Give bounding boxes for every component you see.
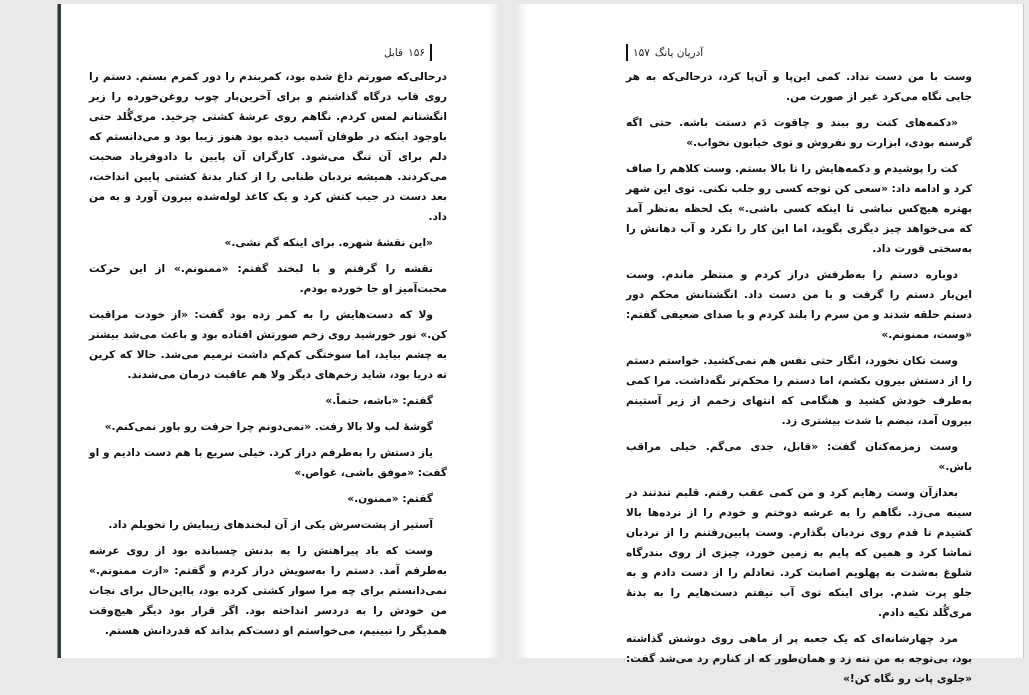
paragraph: بعدازآن وست رهایم کرد و من کمی عقب رفتم. قلبم تندتند در سینه می‌زد. نگاهم را به عرشه دوختم و خودم را از نرده‌ها بالا کشیدم تا قدم روی نردبان بگذارم. وست پایین‌رفتنم را از نردبان تماشا کرد و همین که پایم به زمین خورد، چیزی از روی بندرگاه شلوغ به‌شدت به پهلویم اصابت کرد. تعادلم را از دست دادم و به جلو پرت شدم. برای اینکه توی آب نیفتم دست‌هایم را به بدنهٔ مری‌گُلد تکیه دادم. [626,487,972,619]
paragraph: یاز دستش را به‌طرفم دراز کرد. خیلی سریع با هم دست دادیم و او گفت: «موفق باشی، غواص.» [89,447,447,479]
left-page-header [384,44,432,61]
paragraph: درحالی‌که صورتم داغ شده بود، کمربندم را دور کمرم بستم. دستم را روی قاب درگاه گذاشتم و برای آخرین‌بار چوب روغن‌خورده را زیر انگشتانم لمس کردم. نگاهم روی عرشهٔ کشتی چرخید. مری‌گُلد حتی باوجود اینکه در طوفان آسیب دیده بود هنوز زیبا بود و می‌دانستم که دلم برای آن تنگ می‌شود. کارگران آن پایین با داد‌وفریاد صحبت می‌کردند. همیشه نردبان طنابی را از کنار بدنهٔ کشتی پایین انداخت، بعد دست در جیب کتش کرد و یک کاغذ لوله‌شده بیرون آورد و به من داد. [89,71,447,223]
paragraph: آستیر از پشت‌سرش یکی از آن لبخندهای زیبایش را تحویلم داد. [108,519,433,531]
left-page-body [89,67,447,647]
paragraph: گفتم: «باشه، حتماً.» [325,395,433,407]
right-page [516,4,1024,685]
paragraph: ولا که دست‌هایش را به کمر زده بود گفت: «از خودت مراقبت کن.» نور خورشید روی زخم صورتش افتاده بود و باعث می‌شد بیشتر به چشم بیاید، اما سوختگی کم‌کم داشت ترمیم می‌شد. حالا که کرین ته دریا بود، شاید زخم‌های دیگر ولا هم عاقبت درمان می‌شدند. [89,309,447,381]
paragraph: کت را پوشیدم و دکمه‌هایش را تا بالا بستم. وست کلاهم را صاف کرد و ادامه داد: «سعی کن توجه کسی رو جلب نکنی. توی این شهر بهتره هیچ‌کس نباشی تا اینکه کسی باشی.» یک لحظه به‌نظر آمد که می‌خواهد چیز دیگری بگوید، اما این کار را نکرد و آب دهانش را به‌سختی قورت داد. [626,163,972,255]
paragraph: «دکمه‌های کتت رو ببند و چاقوت دَم دستت باشه. حتی اگه گرسنه بودی، ابزارت رو نفروش و توی خیابون نخواب.» [626,117,972,149]
paragraph: وست که باد پیراهنش را به بدنش چسبانده بود از روی عرشه به‌طرفم آمد. دستم را به‌سویش دراز کردم و گفتم: «ازت ممنونم.» نمی‌دانستم برای چه مرا سوار کشتی کرده بود، بااین‌حال برای نجات من خودش را به دردسر انداخته بود. اگر قرار بود دیگر هیچ‌وقت همدیگر را نبینیم، می‌خواستم او دست‌کم بداند که قدردانش هستم. [89,545,447,637]
paragraph: مرد چهارشانه‌ای که یک جعبه پر از ماهی روی دوشش گذاشته بود، بی‌توجه به من تنه زد و همان‌طور که از کنارم رد می‌شد گفت: «جلوی پات رو نگاه کن!» [626,633,972,685]
right-page-header [626,44,703,61]
running-head: آدریان یانگ [654,46,704,59]
paragraph: دوباره دستم را به‌طرفش دراز کردم و منتظر ماندم. وست این‌بار دستم را گرفت و با من دست داد. انگشتانش محکم دور دستم حلقه شدند و من سرم را بلند کردم و با صدای ضعیفی گفتم: «وست، ممنونم.» [626,269,972,341]
left-page [58,4,502,658]
paragraph: وست با من دست نداد. کمی این‌پا و آن‌پا کرد، درحالی‌که به هر جایی نگاه می‌کرد غیر از صورت من. [626,71,972,103]
paragraph: «این نقشهٔ شهره. برای اینکه گم نشی.» [224,237,433,249]
running-head: قابل [383,46,404,59]
paragraph: نقشه را گرفتم و با لبخند گفتم: «ممنونم.» از این حرکت محبت‌آمیز او جا خورده بودم. [89,263,447,295]
paragraph: گفتم: «ممنون.» [347,493,433,505]
page-number: ۱۵۷ [633,46,650,59]
header-rule [430,44,432,61]
paragraph: وست تکان نخورد، انگار حتی نفس هم نمی‌کشید. خواستم دستم را از دستش بیرون بکشم، اما دستم را محکم‌تر نگه‌داشت. مرا کمی به‌طرف خودش کشید و هنگامی که انتهای زخمم از زیر آستینم بیرون آمد، نبضم با شدت بیشتری زد. [626,355,972,427]
paragraph: وست زمزمه‌کنان گفت: «قابل، جدی می‌گم. خیلی مراقب باش.» [626,441,972,473]
page-number: ۱۵۶ [408,46,425,59]
right-page-body [626,67,972,695]
paragraph: گوشهٔ لب ولا بالا رفت. «نمی‌دونم چرا حرفت رو باور نمی‌کنم.» [104,421,433,433]
header-rule [626,44,628,61]
